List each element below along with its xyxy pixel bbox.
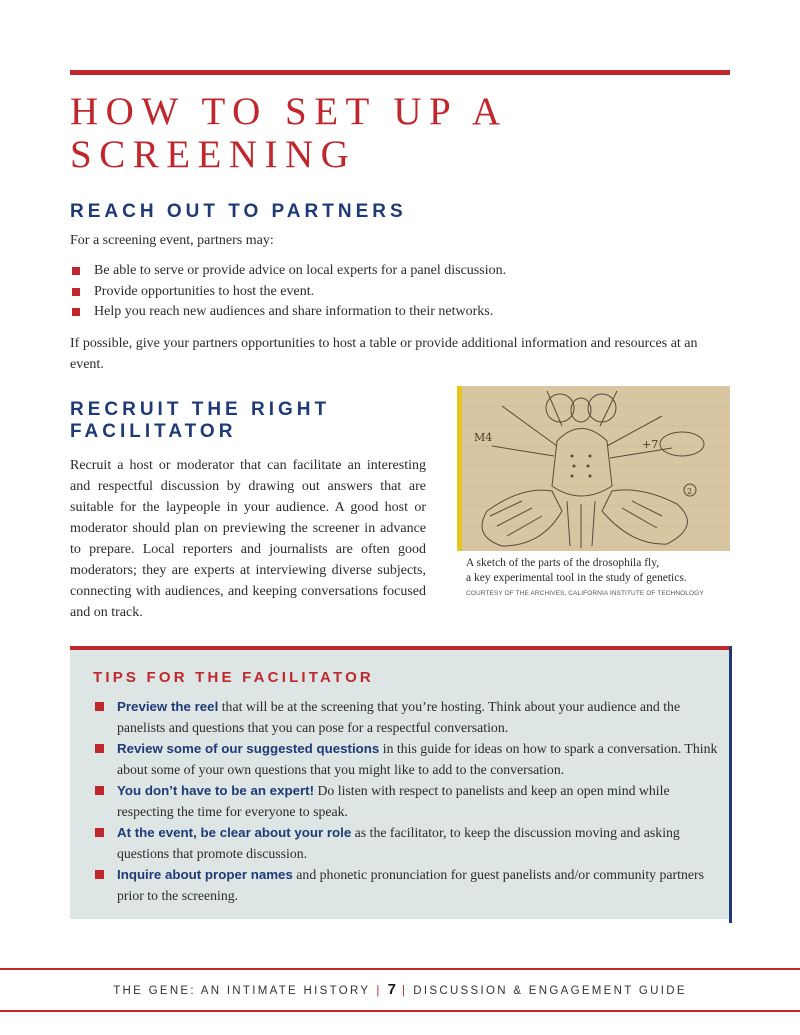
list-item: Provide opportunities to host the event. <box>70 282 506 303</box>
bullet-square-icon <box>95 702 104 711</box>
footer-separator: | <box>401 985 408 997</box>
bullet-square-icon <box>95 744 104 753</box>
facilitator-body: Recruit a host or moderator that can facilitate an interesting and respectful discussion by drawing out answers that are suitable for the laypeople in your audience. A good host or moderator should plan on previewing the screener in advance to prepare. Local reporters and journalists are often good moderators; they are experts at interviewing diverse subjects, connecting with audiences, and keeping conversations focused and on track. <box>70 458 426 620</box>
list-item: Help you reach new audiences and share information to their networks. <box>70 302 506 323</box>
svg-text:+7: +7 <box>642 438 659 451</box>
list-item: At the event, be clear about your role as the facilitator, to keep the discussion moving and asking questions that promote discussion. <box>93 822 718 864</box>
bullet-square-icon <box>72 308 80 316</box>
footer-title: THE GENE: AN INTIMATE HISTORY <box>113 985 371 997</box>
tips-heading: TIPS FOR THE FACILITATOR <box>93 669 374 686</box>
page-title: HOW TO SET UP A SCREENING <box>70 90 506 176</box>
svg-text:M4: M4 <box>474 431 493 444</box>
heading-reach-out-to-partners: REACH OUT TO PARTNERS <box>70 201 407 222</box>
heading-recruit-facilitator: RECRUIT THE RIGHT FACILITATOR <box>70 399 331 442</box>
top-rule <box>70 70 730 75</box>
bullet-square-icon <box>95 786 104 795</box>
partners-intro: For a screening event, partners may: <box>70 233 274 248</box>
bullet-square-icon <box>72 267 80 275</box>
bullet-square-icon <box>95 870 104 879</box>
drosophila-sketch-image <box>462 386 730 551</box>
figure-caption: A sketch of the parts of the drosophila fly, a key experimental tool in the study of genetics. <box>466 557 687 584</box>
footer-guide-name: DISCUSSION & ENGAGEMENT GUIDE <box>413 985 687 997</box>
bullet-square-icon <box>72 288 80 296</box>
footer-separator: | <box>376 985 382 997</box>
list-item: Be able to serve or provide advice on local experts for a panel discussion. <box>70 261 506 282</box>
partners-closing: If possible, give your partners opportunities to host a table or provide additional information and resources at an event. <box>70 336 698 372</box>
page-number: 7 <box>387 981 396 998</box>
svg-text:2: 2 <box>687 487 693 496</box>
list-item: Review some of our suggested questions in this guide for ideas on how to spark a conversation. Think about some of your own questions that you might like to add to the conversation. <box>93 738 718 780</box>
list-item: Preview the reel that will be at the screening that you’re hosting. Think about your audience and the panelists and questions that you can pose for a respectful conversation. <box>93 696 718 738</box>
figure-credit: COURTESY OF THE ARCHIVES, CALIFORNIA INSTITUTE OF TECHNOLOGY <box>466 590 704 597</box>
tips-list <box>93 696 718 906</box>
tips-box-accent-edge <box>729 646 732 923</box>
tips-box <box>70 646 729 919</box>
list-item: You don’t have to be an expert! Do listen with respect to panelists and keep an open mind while respecting the time for everyone to speak. <box>93 780 718 822</box>
partners-bullet-list <box>70 261 506 323</box>
drosophila-sketch-figure <box>457 386 730 551</box>
list-item: Inquire about proper names and phonetic pronunciation for guest panelists and/or community partners prior to the screening. <box>93 864 718 906</box>
bullet-square-icon <box>95 828 104 837</box>
page-footer <box>0 970 800 1012</box>
